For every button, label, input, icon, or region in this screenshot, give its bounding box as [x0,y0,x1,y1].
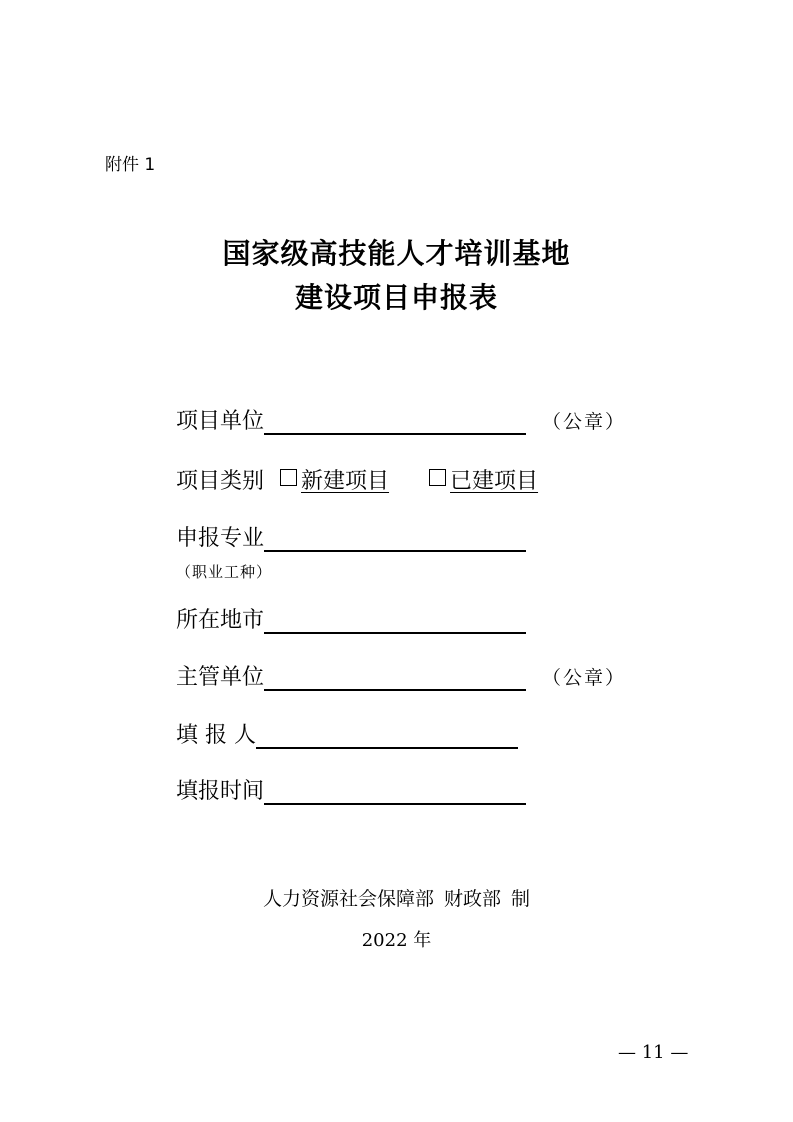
org-mohrss: 人力资源社会保障部 [262,888,434,910]
supervisor-label: 主管单位 [176,665,265,690]
project-unit-row [176,404,627,434]
category-option-new[interactable] [264,464,389,495]
attachment-label: 附件 1 [105,155,156,175]
major-row [176,521,526,551]
category-option-existing[interactable] [389,464,538,495]
major-field[interactable] [264,526,526,552]
org-made: 制 [511,888,531,910]
page-number: — 11 — [618,1042,689,1063]
category-option-new-label: 新建项目 [301,469,390,494]
report-time-label: 填报时间 [176,779,265,804]
issuing-organizations [0,884,793,911]
reporter-field[interactable] [256,723,518,749]
project-unit-label: 项目单位 [176,409,265,434]
project-unit-field[interactable] [264,409,526,435]
org-mof: 财政部 [443,888,501,910]
document-title-line2: 建设项目申报表 [294,281,498,314]
issue-year: 2022 年 [361,930,432,951]
document-title-line1: 国家级高技能人才培训基地 [222,237,571,270]
checkbox-icon[interactable] [429,469,446,486]
supervisor-seal: （公章） [542,667,627,689]
report-time-field[interactable] [264,779,526,805]
category-option-existing-label: 已建项目 [450,469,539,494]
supervisor-field[interactable] [264,665,526,691]
reporter-label: 填 报 人 [176,723,256,748]
project-category-label: 项目类别 [176,469,265,494]
checkbox-icon[interactable] [280,469,297,486]
project-category-row [176,464,538,494]
project-unit-seal: （公章） [542,411,627,433]
major-note: （职业工种） [176,563,273,581]
city-row [176,603,526,633]
reporter-row [176,718,518,748]
major-label: 申报专业 [176,526,265,551]
city-label: 所在地市 [176,608,265,633]
supervisor-row [176,660,627,690]
city-field[interactable] [264,608,526,634]
report-time-row [176,774,526,804]
